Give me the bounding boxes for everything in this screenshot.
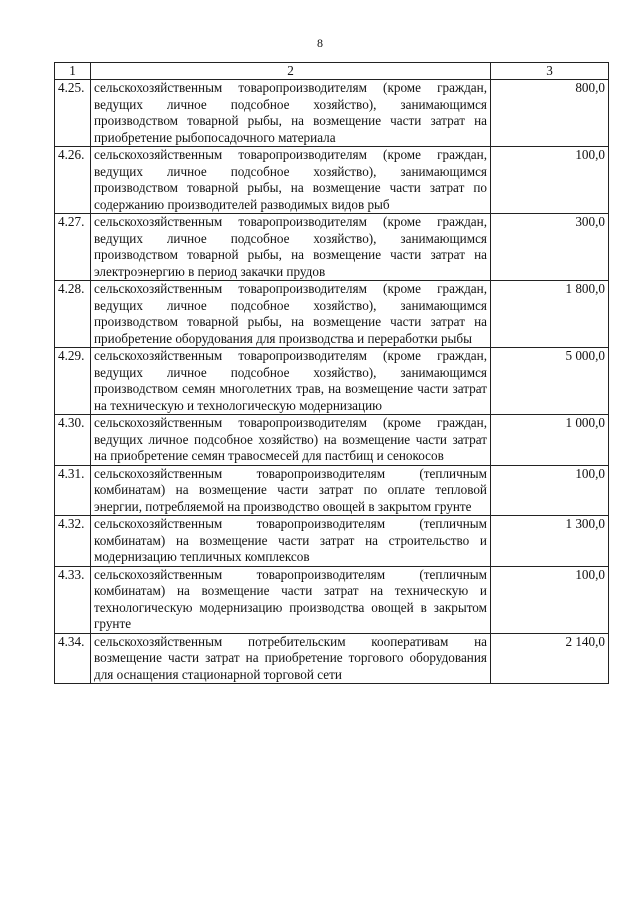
column-header-1: 1 <box>55 63 91 80</box>
row-description: сельскохозяйственным товаропроизводителям (кроме граждан, ведущих личное подсобное хозяйство) на возмещение части затрат на приобретение семян травосмесей для пастбищ и сенокосов <box>91 415 491 466</box>
row-number: 4.27. <box>55 214 91 281</box>
row-description: сельскохозяйственным товаропроизводителям (кроме граждан, ведущих личное подсобное хозяйство), занимающимся производством товарной рыбы, на возмещение части затрат на приобретение оборудования для производства и переработки рыбы <box>91 281 491 348</box>
row-description: сельскохозяйственным товаропроизводителям (кроме граждан, ведущих личное подсобное хозяйство), занимающимся производством семян многолетних трав, на возмещение части затрат на техническую и технологическую модернизацию <box>91 348 491 415</box>
row-description: сельскохозяйственным товаропроизводителям (тепличным комбинатам) на возмещение части затрат на техническую и технологическую модернизацию производства овощей в закрытом грунте <box>91 566 491 633</box>
row-amount: 1 800,0 <box>491 281 609 348</box>
row-amount: 100,0 <box>491 566 609 633</box>
row-description: сельскохозяйственным потребительским кооперативам на возмещение части затрат на приобретение торгового оборудования для оснащения стационарной торговой сети <box>91 633 491 684</box>
table-row <box>55 348 609 415</box>
table-row <box>55 566 609 633</box>
row-amount: 1 300,0 <box>491 516 609 567</box>
row-amount: 2 140,0 <box>491 633 609 684</box>
budget-table <box>54 62 609 684</box>
page-number: 8 <box>317 36 323 50</box>
row-number: 4.31. <box>55 465 91 516</box>
row-amount: 300,0 <box>491 214 609 281</box>
row-number: 4.34. <box>55 633 91 684</box>
row-number: 4.33. <box>55 566 91 633</box>
table-row <box>55 281 609 348</box>
table-row <box>55 465 609 516</box>
row-number: 4.26. <box>55 147 91 214</box>
table-row <box>55 80 609 147</box>
column-header-3: 3 <box>491 63 609 80</box>
row-number: 4.30. <box>55 415 91 466</box>
row-amount: 100,0 <box>491 465 609 516</box>
table-row <box>55 214 609 281</box>
row-description: сельскохозяйственным товаропроизводителям (кроме граждан, ведущих личное подсобное хозяйство), занимающимся производством товарной рыбы, на возмещение части затрат по содержанию производителей разводимых видов рыб <box>91 147 491 214</box>
row-amount: 800,0 <box>491 80 609 147</box>
row-number: 4.25. <box>55 80 91 147</box>
row-number: 4.28. <box>55 281 91 348</box>
row-amount: 5 000,0 <box>491 348 609 415</box>
row-number: 4.29. <box>55 348 91 415</box>
table-header-row <box>55 63 609 80</box>
row-amount: 100,0 <box>491 147 609 214</box>
row-description: сельскохозяйственным товаропроизводителям (кроме граждан, ведущих личное подсобное хозяйство), занимающимся производством товарной рыбы, на возмещение части затрат на электроэнергию в период закачки прудов <box>91 214 491 281</box>
column-header-2: 2 <box>91 63 491 80</box>
table-row <box>55 516 609 567</box>
table-row <box>55 415 609 466</box>
row-amount: 1 000,0 <box>491 415 609 466</box>
row-number: 4.32. <box>55 516 91 567</box>
table-row <box>55 147 609 214</box>
row-description: сельскохозяйственным товаропроизводителям (тепличным комбинатам) на возмещение части затрат на строительство и модернизацию тепличных комплексов <box>91 516 491 567</box>
row-description: сельскохозяйственным товаропроизводителям (тепличным комбинатам) на возмещение части затрат по оплате тепловой энергии, потребляемой на производство овощей в закрытом грунте <box>91 465 491 516</box>
table-row <box>55 633 609 684</box>
row-description: сельскохозяйственным товаропроизводителям (кроме граждан, ведущих личное подсобное хозяйство), занимающимся производством товарной рыбы, на возмещение части затрат на приобретение рыбопосадочного материала <box>91 80 491 147</box>
